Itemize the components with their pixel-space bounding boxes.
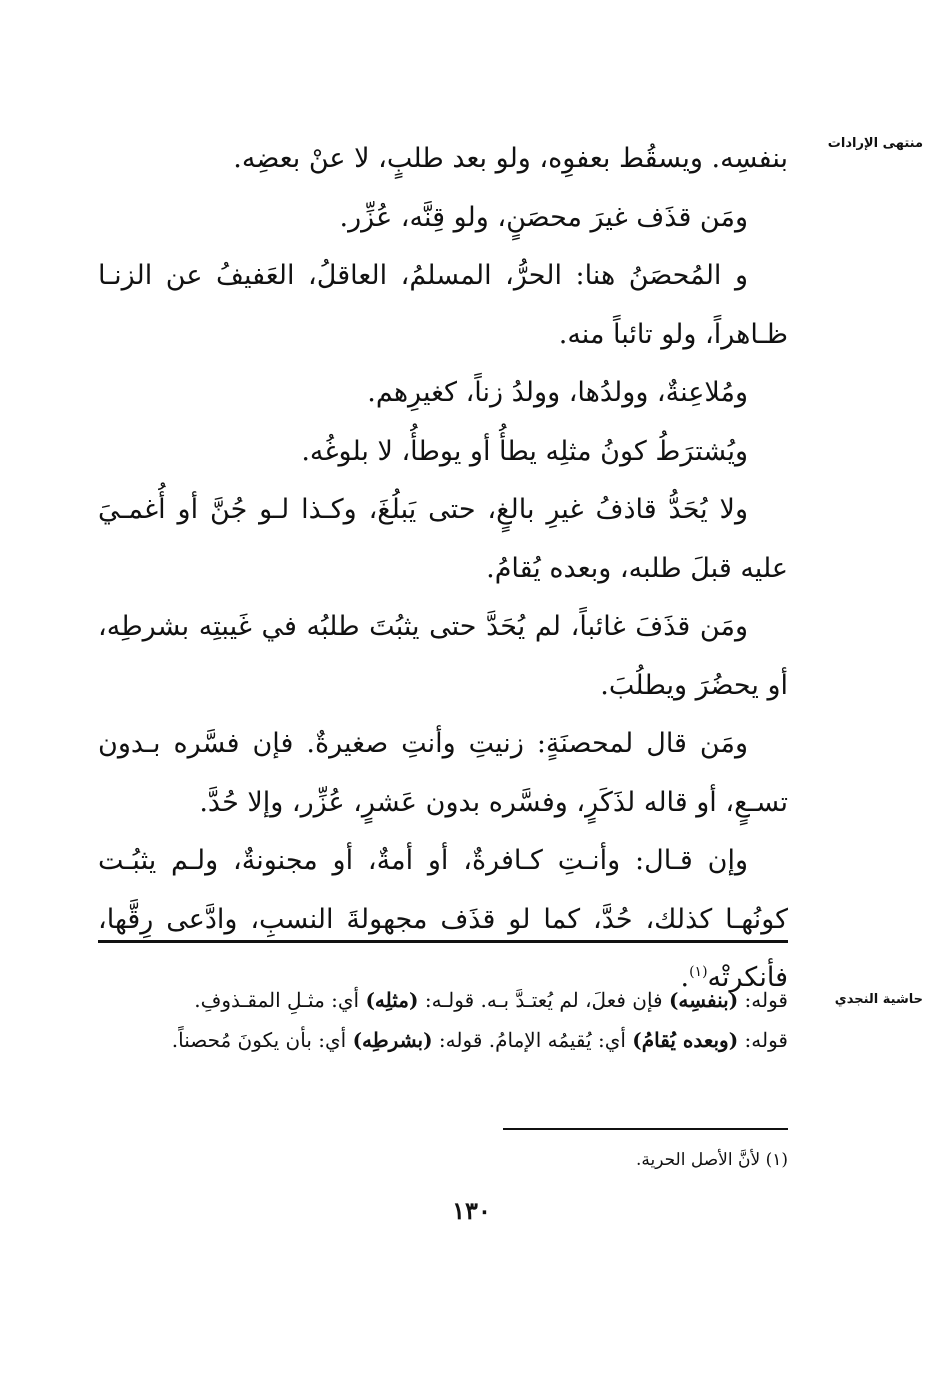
paragraph-9-text: وإن قـال: وأنـتِ كـافرةٌ، أو أمةٌ، أو مجنونةٌ، ولـم يثبُـت كونُهـا كذلك، حُدَّ، كما لو قذَف مجهولةَ النسبِ، وادَّعى رِقَّها، فأنكرتْه	[98, 845, 788, 993]
main-divider	[98, 940, 788, 943]
paragraph-2: ومَن قذَف غيرَ محصَنٍ، ولو قِنَّه، عُزِّر.	[339, 201, 748, 233]
paragraph-6: ولا يُحَدُّ قاذفُ غيرِ بالغٍ، حتى يَبلُغَ، وكـذا لـو جُنَّ أو أُغمـيَ عليه قبلَ طلبه، وبعده يُقامُ.	[98, 494, 788, 584]
main-text	[98, 130, 788, 1008]
hashiya-line-2	[98, 1020, 788, 1060]
footnote-divider	[503, 1128, 788, 1130]
hashiya-lemma: (وبعده يُقامُ)	[632, 1028, 739, 1052]
page-number: ١٣٠	[452, 1196, 491, 1225]
paragraph-8: ومَن قال لمحصنَةٍ: زنيتِ وأنتِ صغيرةٌ. فإن فسَّره بـدون تسـعٍ، أو قاله لذَكَرٍ، وفسَّره بدون عَشرٍ، عُزِّر، وإلا حُدَّ.	[98, 728, 788, 818]
paragraph-7: ومَن قذَفَ غائباً، لم يُحَدَّ حتى يثبُتَ طلبُه في غَيبتِه بشرطِه، أو يحضُرَ ويطلُبَ.	[98, 611, 788, 701]
paragraph-3: و المُحصَنُ هنا: الحرُّ، المسلمُ، العاقلُ، العَفيفُ عن الزنـا ظـاهراً، ولو تائباً منه.	[98, 260, 788, 350]
hashiya-line-1	[98, 980, 788, 1020]
paragraph-9-end: .	[680, 962, 690, 993]
footnote-reference[interactable]: (١)	[689, 964, 708, 980]
margin-label-book-title: منتهى الإرادات	[827, 136, 923, 151]
footnote: (١) لأنَّ الأصل الحرية.	[635, 1150, 788, 1170]
hashiya-text-segment: فإن فعلَ، لم يُعتـدَّ بـه. قولـه:	[418, 988, 669, 1012]
paragraph-1: بنفسِه. ويسقُط بعفوِه، ولو بعد طلبٍ، لا عنْ بعضِه.	[233, 143, 788, 174]
hashiya-text-segment: قوله:	[738, 1028, 788, 1052]
margin-label-hashiya: حاشية النجدي	[834, 992, 923, 1007]
hashiya-text-segment: أي: مثـلِ المقـذوفِ.	[194, 988, 366, 1012]
hashiya-lemma: (بنفسِه)	[668, 988, 739, 1012]
hashiya-text-segment: أي: بأن يكونَ مُحصناً.	[171, 1028, 353, 1052]
hashiya-lemma: (مثلِه)	[365, 988, 419, 1012]
paragraph-5: ويُشترَطُ كونُ مثلِه يطأُ أو يوطأُ، لا بلوغُه.	[301, 435, 748, 467]
paragraph-4: ومُلاعِنةٌ، وولدُها، وولدُ زناً، كغيرِهم.	[367, 377, 748, 408]
hashiya-text-segment: قوله:	[738, 988, 788, 1012]
hashiya-lemma: (بشرطِه)	[352, 1028, 433, 1052]
hashiya-text-segment: أي: يُقيمُه الإمامُ. قوله:	[432, 1028, 633, 1052]
hashiya-text	[98, 980, 788, 1060]
